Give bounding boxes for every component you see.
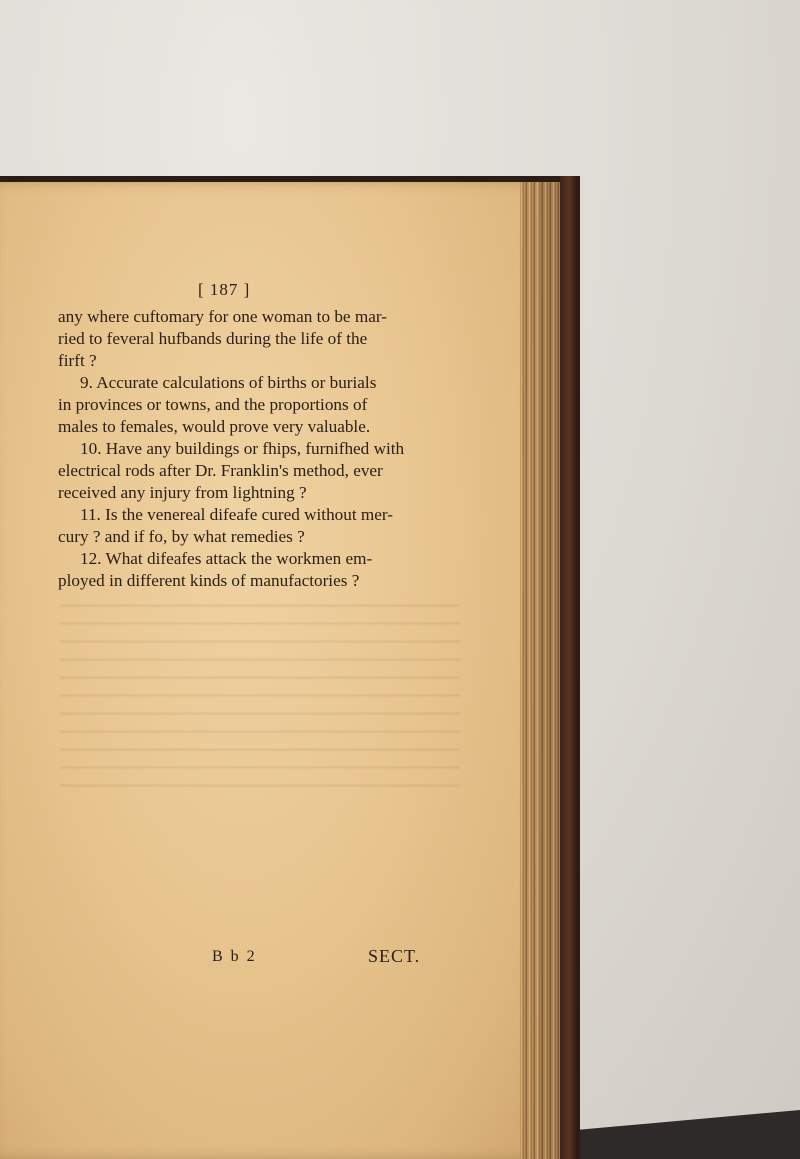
text-line: any where cuftomary for one woman to be mar- <box>58 307 387 326</box>
text-line: firft ? <box>58 351 97 370</box>
text-line: ried to feveral hufbands during the life of the <box>58 329 368 348</box>
book-spine <box>560 176 578 1159</box>
signature-mark: B b 2 <box>212 948 257 965</box>
text-line: received any injury from lightning ? <box>58 483 307 502</box>
text-line: ployed in different kinds of manufactories ? <box>58 571 360 590</box>
text-line: 10. Have any buildings or fhips, furnifhed with <box>80 439 405 458</box>
catchword: SECT. <box>368 946 421 966</box>
text-line: 12. What difeafes attack the workmen em- <box>80 549 373 568</box>
page-text <box>58 306 438 592</box>
text-line: 11. Is the venereal difeafe cured without mer- <box>80 505 394 524</box>
text-line: in provinces or towns, and the proportions of <box>58 395 368 414</box>
text-line: electrical rods after Dr. Franklin's method, ever <box>58 461 383 480</box>
text-line: males to females, would prove very valuable. <box>58 417 371 436</box>
page-stack-edges <box>520 182 564 1159</box>
show-through-text <box>60 590 460 790</box>
page-number-header: [ 187 ] <box>198 280 251 299</box>
text-line: 9. Accurate calculations of births or burials <box>80 373 377 392</box>
text-line: cury ? and if fo, by what remedies ? <box>58 527 305 546</box>
